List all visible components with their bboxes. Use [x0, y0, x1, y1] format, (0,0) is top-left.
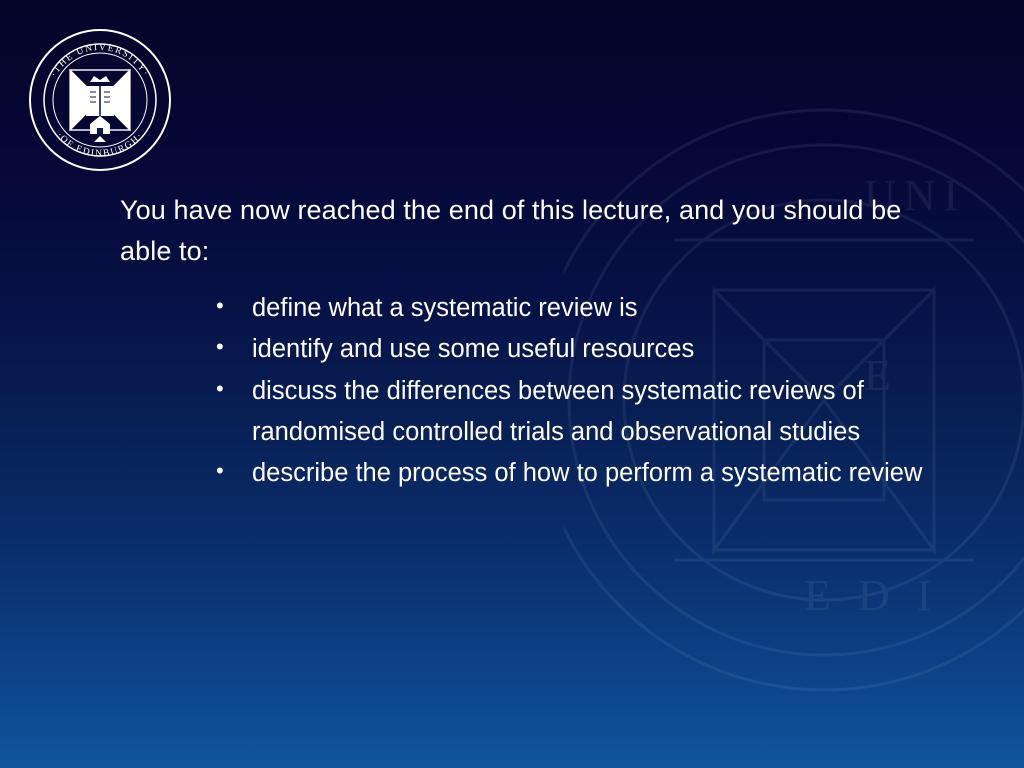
objectives-list	[210, 288, 970, 494]
list-item-label: define what a systematic review is	[252, 294, 638, 322]
svg-text:·THE UNIVERSITY·: ·THE UNIVERSITY·	[49, 42, 151, 79]
bullet-marker-icon: •	[216, 293, 224, 318]
svg-text:E D I: E D I	[804, 571, 940, 620]
bullet-marker-icon: •	[216, 334, 224, 360]
list-item	[210, 329, 970, 370]
list-item	[210, 288, 970, 329]
slide-intro-text: You have now reached the end of this lecture, and you should be able to:	[120, 195, 902, 267]
bullet-marker-icon: •	[216, 458, 224, 484]
list-item-label: describe the process of how to perform a systematic review	[252, 459, 923, 488]
list-item	[210, 453, 970, 494]
list-item-label: identify and use some useful resources	[252, 335, 695, 364]
svg-text:UNI: UNI	[864, 171, 967, 220]
university-crest-icon	[24, 24, 176, 176]
svg-text:E: E	[864, 351, 899, 400]
list-item-label: discuss the differences between systematic reviews of randomised controlled trials and observational studies	[252, 376, 864, 446]
bullet-marker-icon: •	[216, 375, 224, 401]
svg-text:·OF EDINBURGH·: ·OF EDINBURGH·	[54, 130, 146, 160]
list-item	[210, 371, 970, 454]
